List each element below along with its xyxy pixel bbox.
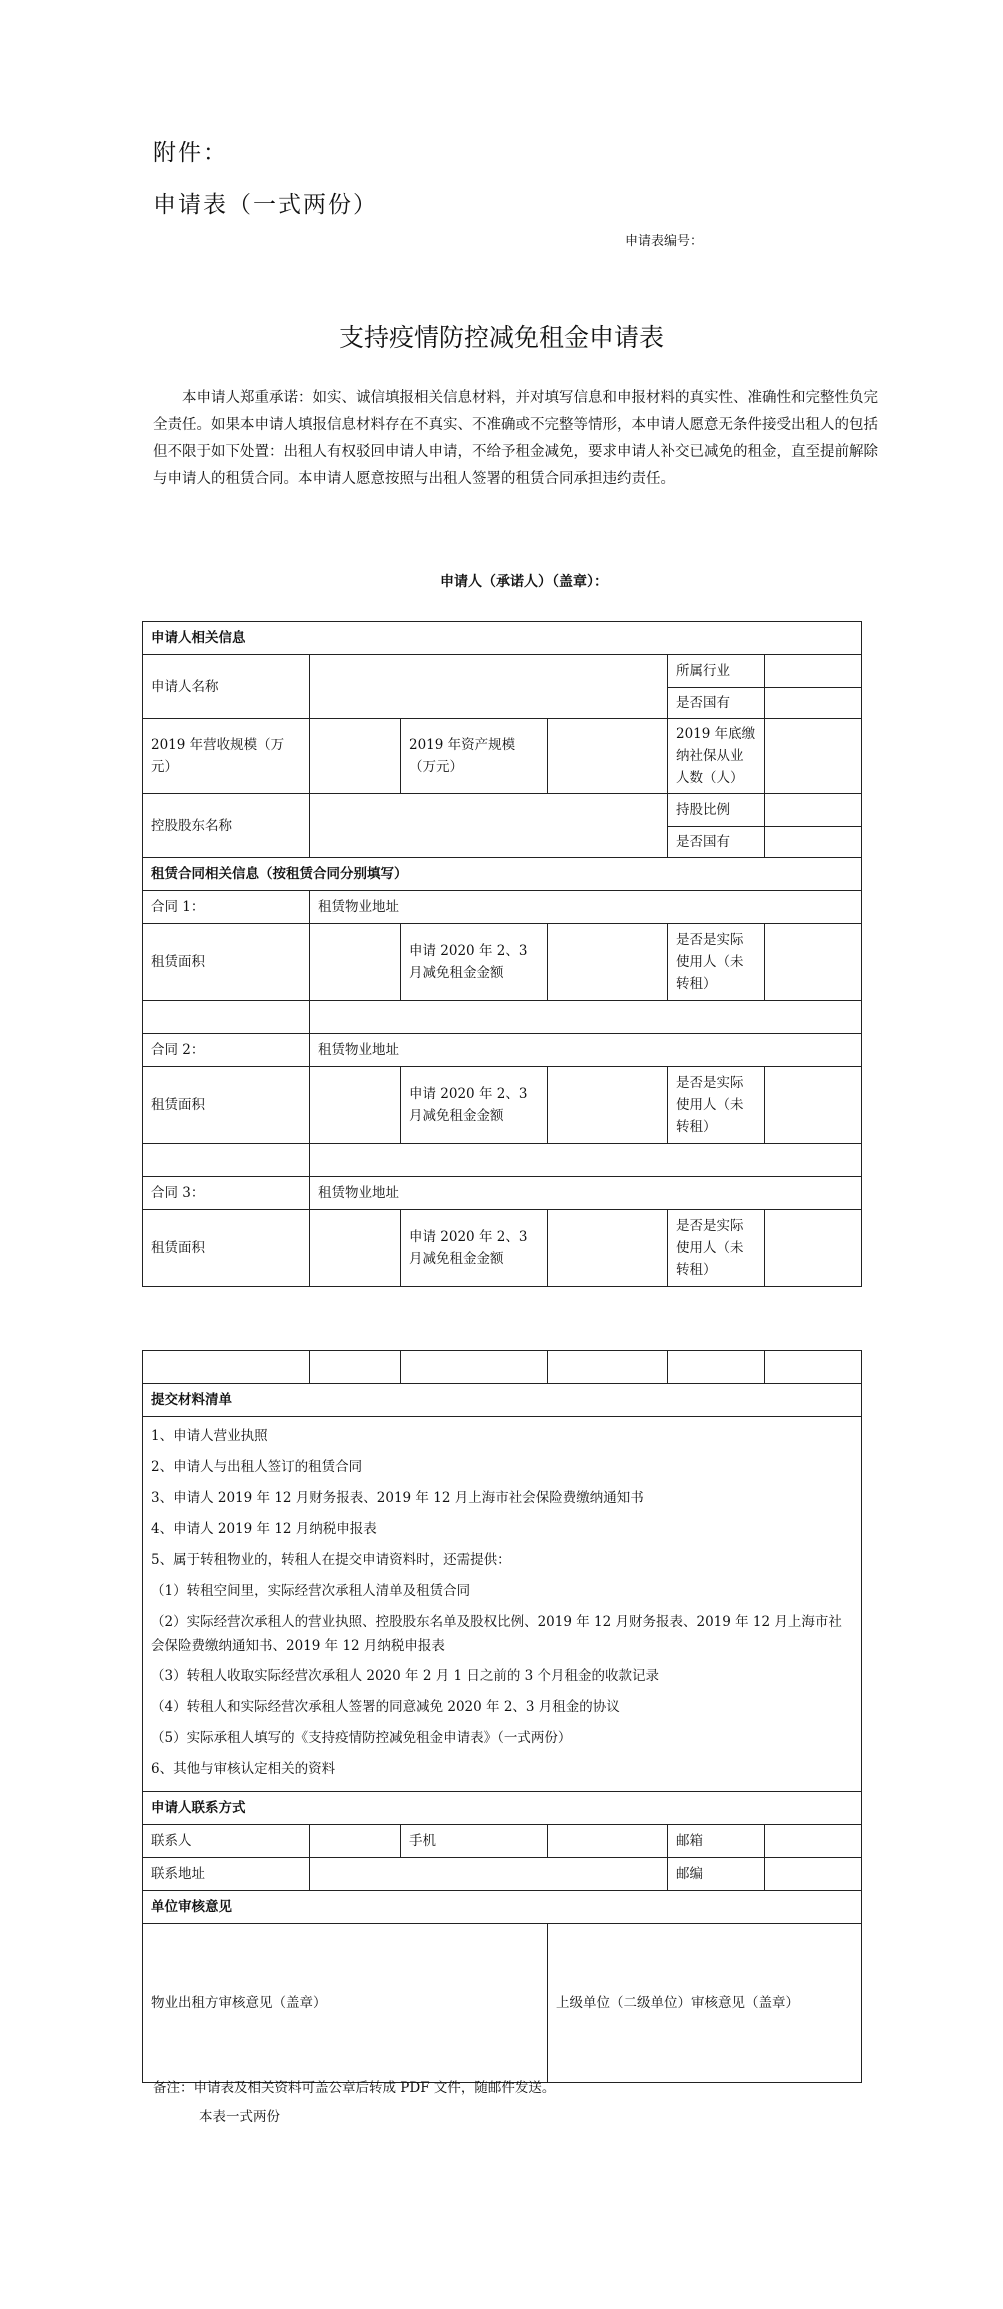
email-label: 邮箱: [668, 1825, 765, 1858]
spacer-cell: [143, 1001, 310, 1034]
holder-state-owned-field[interactable]: [765, 827, 862, 858]
contract-2-actual-user-label: 是否是实际使用人（未转租）: [668, 1067, 765, 1144]
blank-cell[interactable]: [143, 1351, 310, 1384]
serial-number-label: 申请表编号：: [625, 234, 704, 249]
material-item: （2）实际经营次承租人的营业执照、控股股东名单及股权比例、2019 年 12 月财务报表、2019 年 12 月上海市社会保险费缴纳通知书、2019 年 12 月纳税申报表: [151, 1614, 842, 1654]
assets-field[interactable]: [548, 719, 668, 794]
contract-2-address-label: 租赁物业地址: [310, 1034, 862, 1067]
revenue-field[interactable]: [310, 719, 401, 794]
form-copies-note: 申请表（一式两份）: [153, 192, 378, 218]
application-table: [142, 621, 862, 1287]
spacer-cell: [143, 1144, 310, 1177]
copies-note: 本表一式两份: [199, 2109, 280, 2125]
contract-1-address-label: 租赁物业地址: [310, 891, 862, 924]
controlling-holder-field[interactable]: [310, 794, 668, 858]
pledge-paragraph: 本申请人郑重承诺：如实、诚信填报相关信息材料，并对填写信息和申报材料的真实性、准确性和完整性负完全责任。如果本申请人填报信息材料存在不真实、不准确或不完整等情形，本申请人愿意无条件接受出租人的包括但不限于如下处置：出租人有权驳回申请人申请，不给予租金减免，要求申请人补交已减免的租金，直至提前解除与申请人的租赁合同。本申请人愿意按照与出租人签署的租赁合同承担违约责任。: [153, 390, 878, 487]
contact-person-label: 联系人: [143, 1825, 310, 1858]
industry-field[interactable]: [765, 655, 862, 688]
contract-2-area-field[interactable]: [310, 1067, 401, 1144]
material-item: （1）转租空间里，实际经营次承租人清单及租赁合同: [151, 1583, 471, 1599]
contract-1-area-field[interactable]: [310, 924, 401, 1001]
blank-cell[interactable]: [765, 1351, 862, 1384]
contract-3-relief-label: 申请 2020 年 2、3 月减免租金金额: [401, 1210, 548, 1287]
material-item: （4）转租人和实际经营次承租人签署的同意减免 2020 年 2、3 月租金的协议: [151, 1699, 620, 1715]
blank-cell[interactable]: [310, 1351, 401, 1384]
industry-label: 所属行业: [668, 655, 765, 688]
contract-2-relief-field[interactable]: [548, 1067, 668, 1144]
contract-1-actual-user-label: 是否是实际使用人（未转租）: [668, 924, 765, 1001]
blank-cell[interactable]: [401, 1351, 548, 1384]
contract-1-label: 合同 1：: [143, 891, 310, 924]
applicant-name-label: 申请人名称: [143, 655, 310, 719]
contract-1-relief-label: 申请 2020 年 2、3 月减免租金金额: [401, 924, 548, 1001]
section-lease-contracts: 租赁合同相关信息（按租赁合同分别填写）: [143, 858, 862, 891]
material-item: 5、属于转租物业的，转租人在提交申请资料时，还需提供：: [151, 1552, 511, 1568]
attachment-label: 附件：: [153, 140, 228, 166]
material-item: （5）实际承租人填写的《支持疫情防控减免租金申请表》（一式两份）: [151, 1730, 572, 1746]
section-review: 单位审核意见: [143, 1891, 862, 1924]
share-ratio-field[interactable]: [765, 794, 862, 827]
footnote: 备注：申请表及相关资料可盖公章后转成 PDF 文件，随邮件发送。: [153, 2080, 556, 2096]
contract-2-relief-label: 申请 2020 年 2、3 月减免租金金额: [401, 1067, 548, 1144]
section-contact: 申请人联系方式: [143, 1792, 862, 1825]
email-field[interactable]: [765, 1825, 862, 1858]
contact-address-label: 联系地址: [143, 1858, 310, 1891]
postcode-field[interactable]: [765, 1858, 862, 1891]
contract-3-label: 合同 3：: [143, 1177, 310, 1210]
contract-2-label: 合同 2：: [143, 1034, 310, 1067]
contract-2-actual-user-field[interactable]: [765, 1067, 862, 1144]
material-item: 6、其他与审核认定相关的资料: [151, 1761, 336, 1777]
applicant-signature-label: 申请人（承诺人）（盖章）：: [440, 574, 608, 590]
postcode-label: 邮编: [668, 1858, 765, 1891]
contact-address-field[interactable]: [310, 1858, 668, 1891]
contract-3-area-field[interactable]: [310, 1210, 401, 1287]
contract-1-area-label: 租赁面积: [143, 924, 310, 1001]
section-applicant-info: 申请人相关信息: [143, 622, 862, 655]
contact-person-field[interactable]: [310, 1825, 401, 1858]
share-ratio-label: 持股比例: [668, 794, 765, 827]
revenue-label: 2019 年营收规模（万元）: [143, 719, 310, 794]
contract-1-relief-field[interactable]: [548, 924, 668, 1001]
contract-3-actual-user-field[interactable]: [765, 1210, 862, 1287]
material-item: 3、申请人 2019 年 12 月财务报表、2019 年 12 月上海市社会保险费缴纳通知书: [151, 1490, 644, 1506]
contract-2-extra-field[interactable]: [310, 1144, 862, 1177]
material-item: 2、申请人与出租人签订的租赁合同: [151, 1459, 363, 1475]
employees-label: 2019 年底缴纳社保从业人数（人）: [668, 719, 765, 794]
section-materials: 提交材料清单: [143, 1384, 862, 1417]
contract-3-area-label: 租赁面积: [143, 1210, 310, 1287]
contract-2-area-label: 租赁面积: [143, 1067, 310, 1144]
mobile-field[interactable]: [548, 1825, 668, 1858]
assets-label: 2019 年资产规模（万元）: [401, 719, 548, 794]
applicant-name-field[interactable]: [310, 655, 668, 719]
blank-cell[interactable]: [548, 1351, 668, 1384]
controlling-holder-label: 控股股东名称: [143, 794, 310, 858]
contract-1-actual-user-field[interactable]: [765, 924, 862, 1001]
contract-1-extra-field[interactable]: [310, 1001, 862, 1034]
state-owned-field[interactable]: [765, 688, 862, 719]
material-item: （3）转租人收取实际经营次承租人 2020 年 2 月 1 日之前的 3 个月租金的收款记录: [151, 1668, 660, 1684]
superior-unit-review[interactable]: 上级单位（二级单位）审核意见（盖章）: [548, 1924, 862, 2083]
materials-list: [143, 1417, 862, 1792]
employees-field[interactable]: [765, 719, 862, 794]
blank-cell[interactable]: [668, 1351, 765, 1384]
state-owned-label: 是否国有: [668, 688, 765, 719]
contract-3-address-label: 租赁物业地址: [310, 1177, 862, 1210]
materials-table: [142, 1350, 862, 2083]
material-item: 1、申请人营业执照: [151, 1428, 268, 1444]
material-item: 4、申请人 2019 年 12 月纳税申报表: [151, 1521, 377, 1537]
mobile-label: 手机: [401, 1825, 548, 1858]
contract-3-relief-field[interactable]: [548, 1210, 668, 1287]
property-owner-review[interactable]: 物业出租方审核意见（盖章）: [143, 1924, 548, 2083]
holder-state-owned-label: 是否国有: [668, 827, 765, 858]
page-title: 支持疫情防控减免租金申请表: [338, 323, 664, 352]
contract-3-actual-user-label: 是否是实际使用人（未转租）: [668, 1210, 765, 1287]
